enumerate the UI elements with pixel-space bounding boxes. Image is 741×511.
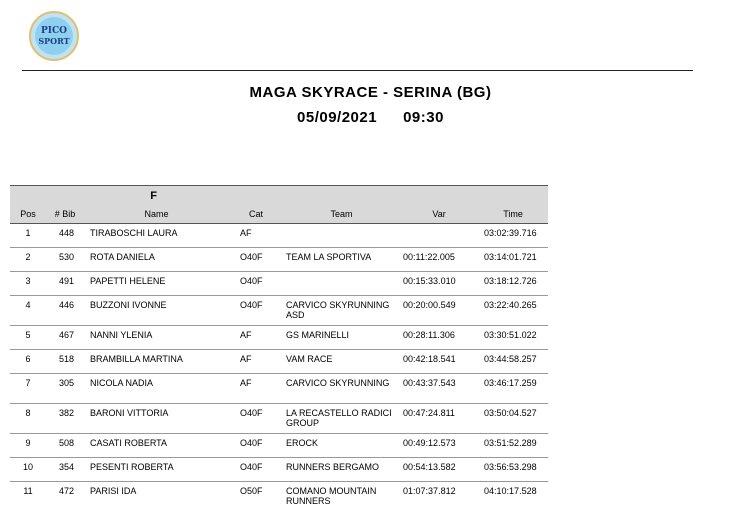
cell-pos: 9 [10,434,46,458]
cell-name: BUZZONI IVONNE [84,296,229,326]
table-row [10,434,548,458]
cell-cat: O40F [229,458,283,482]
cell-name: CASATI ROBERTA [84,434,229,458]
pico-sport-logo [28,10,80,62]
cell-name: TIRABOSCHI LAURA [84,224,229,248]
cell-team [283,224,400,248]
cell-name: PESENTI ROBERTA [84,458,229,482]
cell-bib: 354 [46,458,84,482]
cell-var: 00:43:37.543 [400,374,478,404]
cell-cat: O40F [229,272,283,296]
cell-team: TEAM LA SPORTIVA [283,248,400,272]
cell-name: BARONI VITTORIA [84,404,229,434]
cell-name: PAPETTI HELENE [84,272,229,296]
cell-cat: O40F [229,248,283,272]
race-header [0,84,741,126]
cell-pos: 1 [10,224,46,248]
table-row [10,374,548,404]
cell-bib: 382 [46,404,84,434]
table-row [10,350,548,374]
cell-time: 03:18:12.726 [478,272,548,296]
cell-pos: 4 [10,296,46,326]
cell-pos: 6 [10,350,46,374]
cell-name: BRAMBILLA MARTINA [84,350,229,374]
cell-team: EROCK [283,434,400,458]
cell-time: 03:51:52.289 [478,434,548,458]
cell-var: 00:15:33.010 [400,272,478,296]
cell-var: 00:54:13.582 [400,458,478,482]
col-var: Var [400,205,478,224]
cell-bib: 530 [46,248,84,272]
race-datetime [0,109,741,126]
cell-cat: AF [229,326,283,350]
cell-bib: 305 [46,374,84,404]
cell-pos: 10 [10,458,46,482]
cell-pos: 2 [10,248,46,272]
col-pos: Pos [10,205,46,224]
cell-var [400,224,478,248]
column-header-row [10,205,548,224]
cell-name: ROTA DANIELA [84,248,229,272]
cell-team: VAM RACE [283,350,400,374]
cell-var: 00:42:18.541 [400,350,478,374]
table-row [10,272,548,296]
cell-time: 03:50:04.527 [478,404,548,434]
race-title: MAGA SKYRACE - SERINA (BG) [0,84,741,101]
cell-name: NICOLA NADIA [84,374,229,404]
cell-time: 03:14:01.721 [478,248,548,272]
cell-var: 01:07:37.812 [400,482,478,511]
cell-cat: AF [229,374,283,404]
cell-pos: 11 [10,482,46,511]
cell-var: 00:49:12.573 [400,434,478,458]
cell-pos: 3 [10,272,46,296]
cell-bib: 508 [46,434,84,458]
table-row [10,248,548,272]
cell-time: 04:10:17.528 [478,482,548,511]
cell-bib: 467 [46,326,84,350]
cell-team: CARVICO SKYRUNNING ASD [283,296,400,326]
cell-bib: 472 [46,482,84,511]
table-row [10,296,548,326]
col-time: Time [478,205,548,224]
header-divider [22,70,693,71]
table-row [10,404,548,434]
cell-var: 00:20:00.549 [400,296,478,326]
table-row [10,326,548,350]
col-team: Team [283,205,400,224]
logo-line1: PICO [41,26,67,36]
cell-team: RUNNERS BERGAMO [283,458,400,482]
cell-var: 00:11:22.005 [400,248,478,272]
cell-cat: AF [229,350,283,374]
race-time: 09:30 [403,109,444,126]
cell-var: 00:28:11.306 [400,326,478,350]
category-group-label: F [150,190,157,202]
cell-bib: 518 [46,350,84,374]
results-table [10,185,548,511]
cell-cat: O40F [229,404,283,434]
cell-bib: 448 [46,224,84,248]
cell-time: 03:46:17.259 [478,374,548,404]
cell-cat: AF [229,224,283,248]
cell-time: 03:44:58.257 [478,350,548,374]
cell-name: PARISI IDA [84,482,229,511]
logo-line2: SPORT [38,36,69,46]
cell-time: 03:02:39.716 [478,224,548,248]
cell-team [283,272,400,296]
cell-team: COMANO MOUNTAIN RUNNERS [283,482,400,511]
cell-name: NANNI YLENIA [84,326,229,350]
cell-team: LA RECASTELLO RADICI GROUP [283,404,400,434]
col-name: Name [84,205,229,224]
cell-pos: 8 [10,404,46,434]
cell-pos: 5 [10,326,46,350]
cell-bib: 491 [46,272,84,296]
cell-time: 03:56:53.298 [478,458,548,482]
cell-time: 03:22:40.265 [478,296,548,326]
cell-pos: 7 [10,374,46,404]
cell-cat: O50F [229,482,283,511]
cell-cat: O40F [229,296,283,326]
table-row [10,458,548,482]
race-date: 05/09/2021 [297,109,377,126]
col-cat: Cat [229,205,283,224]
cell-cat: O40F [229,434,283,458]
cell-team: GS MARINELLI [283,326,400,350]
cell-bib: 446 [46,296,84,326]
cell-time: 03:30:51.022 [478,326,548,350]
table-row [10,224,548,248]
cell-var: 00:47:24.811 [400,404,478,434]
cell-team: CARVICO SKYRUNNING [283,374,400,404]
col-bib: # Bib [46,205,84,224]
category-group-row [10,186,548,206]
